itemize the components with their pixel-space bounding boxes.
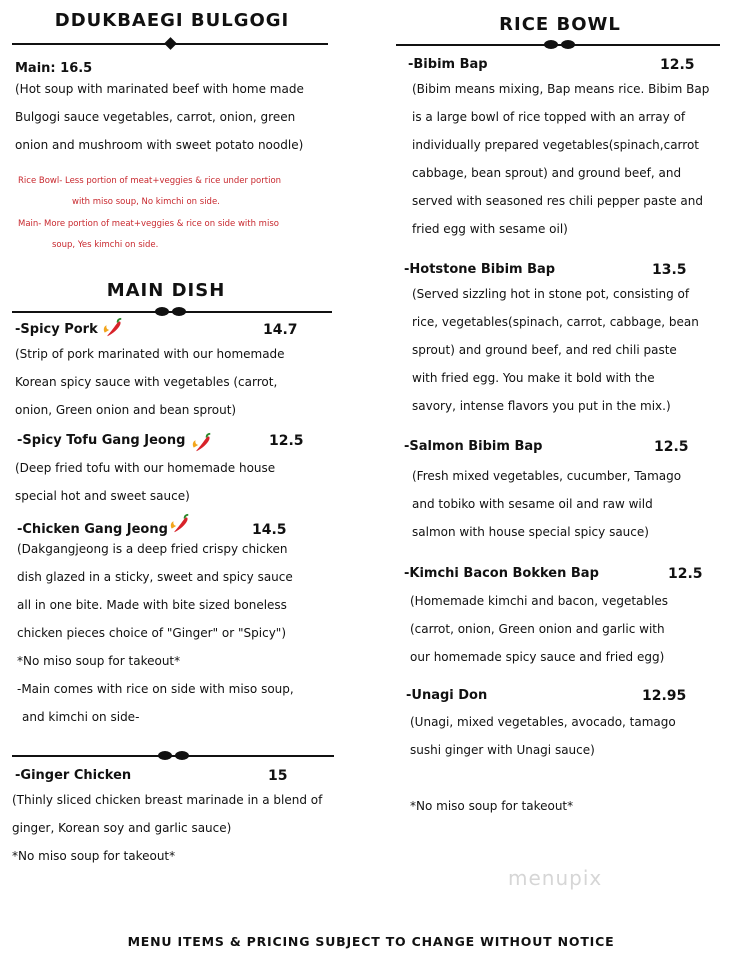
item-desc-line: (Dakgangjeong is a deep fried crispy chicken bbox=[17, 542, 288, 556]
item-price: 12.5 bbox=[668, 566, 703, 582]
pepper-icon bbox=[102, 317, 124, 339]
item-name-salmon-bibim-bap: -Salmon Bibim Bap bbox=[404, 439, 543, 454]
item-desc-line: (Strip of pork marinated with our homemade bbox=[15, 347, 285, 361]
item-price: 12.5 bbox=[269, 433, 304, 449]
item-desc-line: dish glazed in a sticky, sweet and spicy sauce bbox=[17, 570, 293, 584]
item-desc-line: (Fresh mixed vegetables, cucumber, Tamago bbox=[412, 469, 682, 483]
takeout-note: *No miso soup for takeout* bbox=[12, 849, 176, 863]
item-name-kimchi-bacon-bokken-bap: -Kimchi Bacon Bokken Bap bbox=[404, 566, 599, 581]
item-desc-line: -Main comes with rice on side with miso soup, bbox=[17, 682, 294, 696]
item-desc-line: salmon with house special spicy sauce) bbox=[412, 525, 649, 539]
item-price: 13.5 bbox=[652, 262, 687, 278]
bulgogi-desc-line: (Hot soup with marinated beef with home made bbox=[15, 82, 304, 96]
item-desc-line: (Thinly sliced chicken breast marinade in a blend of bbox=[12, 793, 323, 807]
item-desc-line: savory, intense flavors you put in the mix.) bbox=[412, 399, 671, 413]
item-desc-line: (Bibim means mixing, Bap means rice. Bibim Bap bbox=[412, 82, 710, 96]
item-price: 14.7 bbox=[263, 322, 298, 338]
item-desc-line: onion, Green onion and bean sprout) bbox=[15, 403, 237, 417]
watermark: menupix bbox=[508, 866, 603, 890]
item-desc-line: is a large bowl of rice topped with an array of bbox=[412, 110, 686, 124]
takeout-note: *No miso soup for takeout* bbox=[410, 799, 574, 813]
item-desc-line: chicken pieces choice of "Ginger" or "Spicy") bbox=[17, 626, 286, 640]
item-desc-line: Korean spicy sauce with vegetables (carrot, bbox=[15, 375, 278, 389]
item-desc-line: with fried egg. You make it bold with the bbox=[412, 371, 655, 385]
main-dish-section-title: MAIN DISH bbox=[106, 280, 226, 301]
footer-disclaimer: MENU ITEMS & PRICING SUBJECT TO CHANGE WITHOUT NOTICE bbox=[127, 934, 615, 949]
item-desc-line: special hot and sweet sauce) bbox=[15, 489, 190, 503]
bulgogi-section-title: DDUKBAEGI BULGOGI bbox=[54, 10, 290, 31]
item-desc-line: (Homemade kimchi and bacon, vegetables bbox=[410, 594, 668, 608]
rice-bowl-section-title: RICE BOWL bbox=[499, 14, 621, 35]
pepper-icon bbox=[169, 513, 191, 535]
item-price: 12.5 bbox=[654, 439, 689, 455]
bulgogi-desc-line: onion and mushroom with sweet potato noodle) bbox=[15, 138, 304, 152]
bulgogi-desc-line: Bulgogi sauce vegetables, carrot, onion, green bbox=[15, 110, 296, 124]
item-desc-line: and kimchi on side- bbox=[22, 710, 140, 724]
item-desc-line: all in one bite. Made with bite sized boneless bbox=[17, 598, 287, 612]
item-name-ginger-chicken: -Ginger Chicken bbox=[15, 768, 132, 783]
item-desc-line: and tobiko with sesame oil and raw wild bbox=[412, 497, 653, 511]
portion-note: Main- More portion of meat+veggies & rice on side with miso bbox=[18, 219, 279, 229]
item-name-bibim-bap: -Bibim Bap bbox=[408, 57, 488, 72]
item-desc-line: (Served sizzling hot in stone pot, consisting of bbox=[412, 287, 690, 301]
item-desc-line: fried egg with sesame oil) bbox=[412, 222, 568, 236]
item-desc-line: served with seasoned res chili pepper paste and bbox=[412, 194, 703, 208]
portion-note: soup, Yes kimchi on side. bbox=[52, 240, 159, 250]
item-price: 12.5 bbox=[660, 57, 695, 73]
item-price: 14.5 bbox=[252, 522, 287, 538]
section-divider bbox=[12, 38, 328, 50]
item-name-spicy-pork: -Spicy Pork bbox=[15, 322, 98, 337]
portion-note: with miso soup, No kimchi on side. bbox=[72, 197, 220, 207]
section-divider bbox=[12, 750, 334, 762]
item-price: 15 bbox=[268, 768, 288, 784]
section-divider bbox=[396, 39, 720, 51]
item-desc-line: sprout) and ground beef, and red chili paste bbox=[412, 343, 677, 357]
item-name-chicken-gang-jeong: -Chicken Gang Jeong bbox=[17, 522, 168, 537]
item-price: 12.95 bbox=[642, 688, 687, 704]
item-desc-line: individually prepared vegetables(spinach,carrot bbox=[412, 138, 699, 152]
takeout-note: *No miso soup for takeout* bbox=[17, 654, 181, 668]
item-desc-line: (Deep fried tofu with our homemade house bbox=[15, 461, 276, 475]
item-name-unagi-don: -Unagi Don bbox=[406, 688, 488, 703]
item-desc-line: our homemade spicy sauce and fried egg) bbox=[410, 650, 665, 664]
item-name-hotstone-bibim-bap: -Hotstone Bibim Bap bbox=[404, 262, 556, 277]
item-desc-line: rice, vegetables(spinach, carrot, cabbage, bean bbox=[412, 315, 699, 329]
pepper-icon bbox=[191, 432, 213, 454]
item-desc-line: (Unagi, mixed vegetables, avocado, tamago bbox=[410, 715, 676, 729]
item-desc-line: sushi ginger with Unagi sauce) bbox=[410, 743, 595, 757]
item-desc-line: (carrot, onion, Green onion and garlic with bbox=[410, 622, 665, 636]
portion-note: Rice Bowl- Less portion of meat+veggies & rice under portion bbox=[18, 176, 282, 186]
item-desc-line: ginger, Korean soy and garlic sauce) bbox=[12, 821, 232, 835]
item-name-spicy-tofu: -Spicy Tofu Gang Jeong bbox=[17, 433, 186, 448]
bulgogi-main-price: Main: 16.5 bbox=[15, 61, 93, 76]
item-desc-line: cabbage, bean sprout) and ground beef, and bbox=[412, 166, 682, 180]
